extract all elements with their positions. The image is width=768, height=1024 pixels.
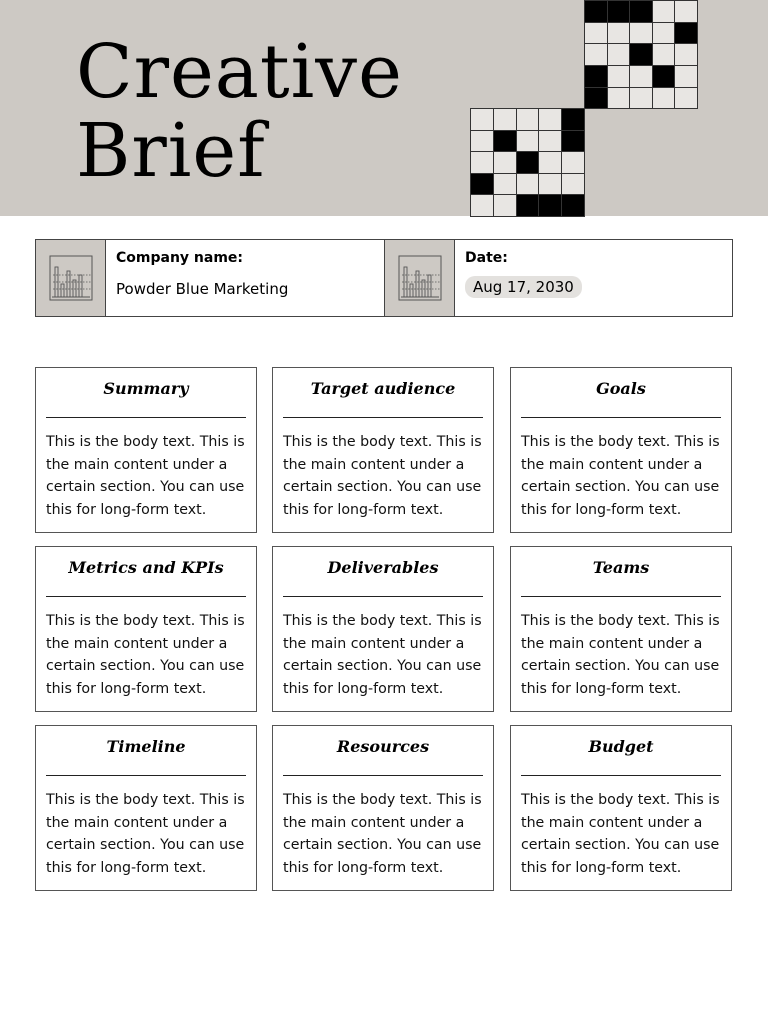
pattern-cell [653,66,676,88]
pattern-cell [562,195,585,217]
pattern-cell [675,23,698,45]
pattern-cell [562,174,585,196]
pattern-cell [494,131,517,153]
pattern-cell [608,1,631,23]
pattern-cell [494,174,517,196]
pattern-cell [585,23,608,45]
pattern-cell [494,195,517,217]
bar-chart-icon [36,240,106,316]
company-info [36,240,384,316]
card-divider [46,417,246,418]
pattern-cell [471,195,494,217]
pattern-cell [562,109,585,131]
section-card-timeline [35,725,257,891]
date-info [384,240,732,316]
card-body-text[interactable]: This is the body text. This is the main content under a certain section. You can use this for long-form text. [521,792,720,876]
pattern-cell [494,109,517,131]
section-card-summary [35,367,257,533]
pattern-cell [630,88,653,110]
card-divider [46,775,246,776]
card-body-text[interactable]: This is the body text. This is the main content under a certain section. You can use this for long-form text. [521,613,720,697]
pattern-cell [494,152,517,174]
pattern-cell [585,66,608,88]
card-divider [283,417,483,418]
pattern-cell [517,131,540,153]
pattern-cell [608,88,631,110]
card-body-text[interactable]: This is the body text. This is the main content under a certain section. You can use this for long-form text. [283,792,482,876]
pattern-cell [539,174,562,196]
pattern-cell [653,1,676,23]
info-bar [35,239,733,317]
pattern-cell [630,44,653,66]
card-title[interactable]: Goals [596,379,646,398]
section-card-resources [272,725,494,891]
section-card-goals [510,367,732,533]
pattern-cell [675,88,698,110]
pattern-cell [539,109,562,131]
card-body-text[interactable]: This is the body text. This is the main content under a certain section. You can use this for long-form text. [283,434,482,518]
pattern-cell [585,44,608,66]
pattern-cell [539,152,562,174]
card-body-text[interactable]: This is the body text. This is the main content under a certain section. You can use this for long-form text. [46,613,245,697]
pattern-cell [585,1,608,23]
card-divider [46,596,246,597]
card-body-text[interactable]: This is the body text. This is the main content under a certain section. You can use this for long-form text. [521,434,720,518]
pattern-cell [675,44,698,66]
decorative-grid-pattern-bottom [470,108,585,217]
pattern-cell [675,1,698,23]
pattern-cell [608,44,631,66]
pattern-cell [562,131,585,153]
bar-chart-icon [385,240,455,316]
pattern-cell [653,44,676,66]
card-body-text[interactable]: This is the body text. This is the main content under a certain section. You can use this for long-form text. [46,792,245,876]
pattern-cell [471,131,494,153]
card-body-text[interactable]: This is the body text. This is the main content under a certain section. You can use this for long-form text. [46,434,245,518]
section-card-target-audience [272,367,494,533]
pattern-cell [653,23,676,45]
section-card-metrics-and-kpis [35,546,257,712]
pattern-cell [517,152,540,174]
card-divider [521,417,721,418]
card-title[interactable]: Target audience [310,379,456,398]
pattern-cell [675,66,698,88]
pattern-cell [608,66,631,88]
card-title[interactable]: Metrics and KPIs [68,558,224,577]
company-name-value[interactable]: Powder Blue Marketing [116,280,289,298]
card-title[interactable]: Budget [588,737,654,756]
pattern-cell [539,131,562,153]
card-title[interactable]: Resources [336,737,430,756]
pattern-cell [630,1,653,23]
pattern-cell [471,152,494,174]
page-title-line-1: Creative [76,29,403,115]
pattern-cell [562,152,585,174]
pattern-cell [517,109,540,131]
company-name-label: Company name: [116,250,244,266]
card-title[interactable]: Deliverables [327,558,439,577]
section-card-teams [510,546,732,712]
pattern-cell [630,23,653,45]
pattern-cell [585,88,608,110]
card-body-text[interactable]: This is the body text. This is the main content under a certain section. You can use this for long-form text. [283,613,482,697]
page-title-line-2: Brief [76,108,266,194]
pattern-cell [630,66,653,88]
card-divider [283,775,483,776]
section-card-budget [510,725,732,891]
pattern-cell [471,174,494,196]
card-divider [283,596,483,597]
pattern-cell [517,174,540,196]
pattern-cell [471,109,494,131]
card-title[interactable]: Summary [103,379,189,398]
section-card-deliverables [272,546,494,712]
date-label: Date: [465,250,508,266]
decorative-grid-pattern-top [584,0,698,109]
pattern-cell [653,88,676,110]
card-title[interactable]: Teams [592,558,650,577]
card-title[interactable]: Timeline [106,737,186,756]
card-divider [521,775,721,776]
card-divider [521,596,721,597]
date-value-pill[interactable]: Aug 17, 2030 [465,276,582,298]
pattern-cell [608,23,631,45]
pattern-cell [539,195,562,217]
header-banner [0,0,768,216]
pattern-cell [517,195,540,217]
